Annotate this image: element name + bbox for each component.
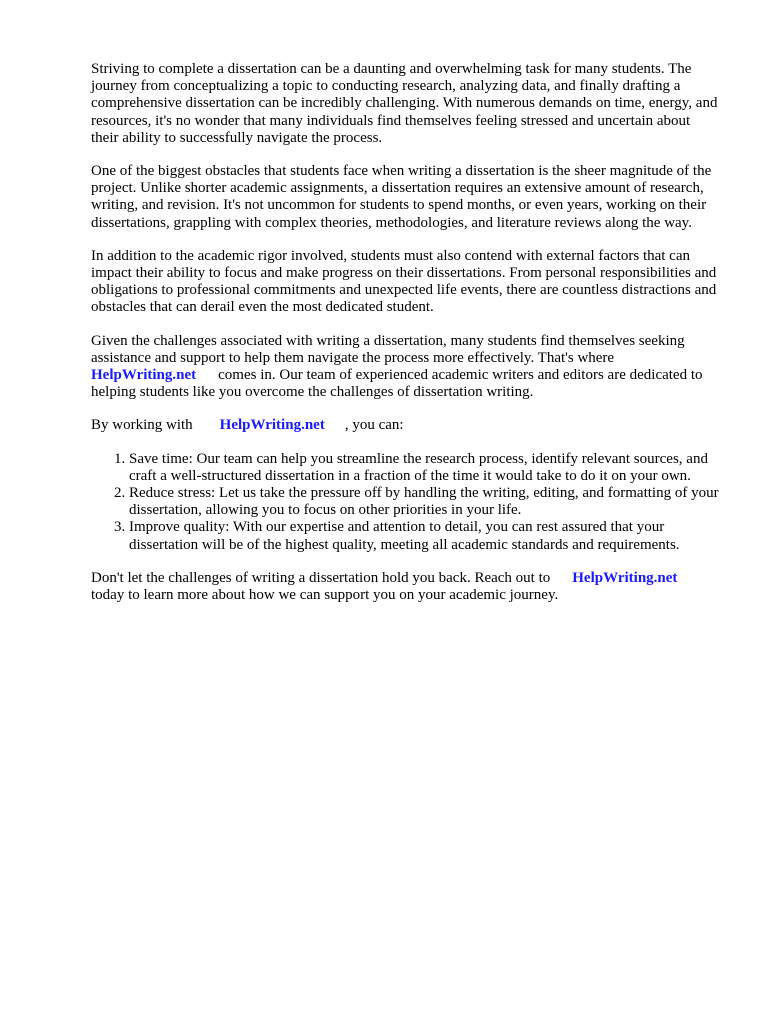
assistance-text-before: Given the challenges associated with writing a dissertation, many students find themselves seeking assistance and support to help them navigate the process more effectively. That's where <box>91 332 685 366</box>
external-factors-paragraph: In addition to the academic rigor involved, students must also contend with external factors that can impact their ability to focus and make progress on their dissertations. From personal responsibilities and obligations to professional commitments and unexpected life events, there are countless distractions and obstacles that can derail even the most dedicated student. <box>91 247 717 316</box>
working-with-text-before: By working with <box>91 417 193 434</box>
document-body <box>91 61 721 620</box>
assistance-paragraph <box>91 333 721 402</box>
helpwriting-link[interactable]: HelpWriting.net <box>91 367 197 384</box>
working-with-text-after: , you can: <box>344 417 404 434</box>
closing-paragraph <box>91 570 721 604</box>
list-item: 3. Improve quality: With our expertise and attention to detail, you can rest assured that your dissertation will be of the highest quality, meeting all academic standards and requirements. <box>129 519 721 553</box>
obstacles-paragraph: One of the biggest obstacles that students face when writing a dissertation is the sheer magnitude of the project. Unlike shorter academic assignments, a dissertation requires an extensive amount of research, writing, and revision. It's not uncommon for students to spend months, or even years, working on their dissertations, grappling with complex theories, methodologies, and literature reviews along the way. <box>91 163 712 231</box>
list-item: 2. Reduce stress: Let us take the pressure off by handling the writing, editing, and formatting of your dissertation, allowing you to focus on other priorities in your life. <box>129 485 721 519</box>
benefits-list <box>91 451 721 554</box>
working-with-paragraph <box>91 417 721 434</box>
intro-paragraph: Striving to complete a dissertation can be a daunting and overwhelming task for many students. The journey from conceptualizing a topic to conducting research, analyzing data, and finally drafting a comprehensive dissertation can be incredibly challenging. With numerous demands on time, energy, and resources, it's no wonder that many individuals find themselves feeling stressed and uncertain about their ability to successfully navigate the process. <box>91 61 718 146</box>
assistance-text-after: comes in. Our team of experienced academic writers and editors are dedicated to helping students like you overcome the challenges of dissertation writing. <box>91 367 703 401</box>
closing-text-after: today to learn more about how we can support you on your academic journey. <box>91 587 559 604</box>
helpwriting-link[interactable]: HelpWriting.net <box>572 569 678 586</box>
closing-text-before: Don't let the challenges of writing a dissertation hold you back. Reach out to <box>91 569 551 586</box>
helpwriting-link[interactable]: HelpWriting.net <box>219 417 325 434</box>
list-item: 1. Save time: Our team can help you streamline the research process, identify relevant sources, and craft a well-structured dissertation in a fraction of the time it would take to do it on your own. <box>129 451 721 485</box>
